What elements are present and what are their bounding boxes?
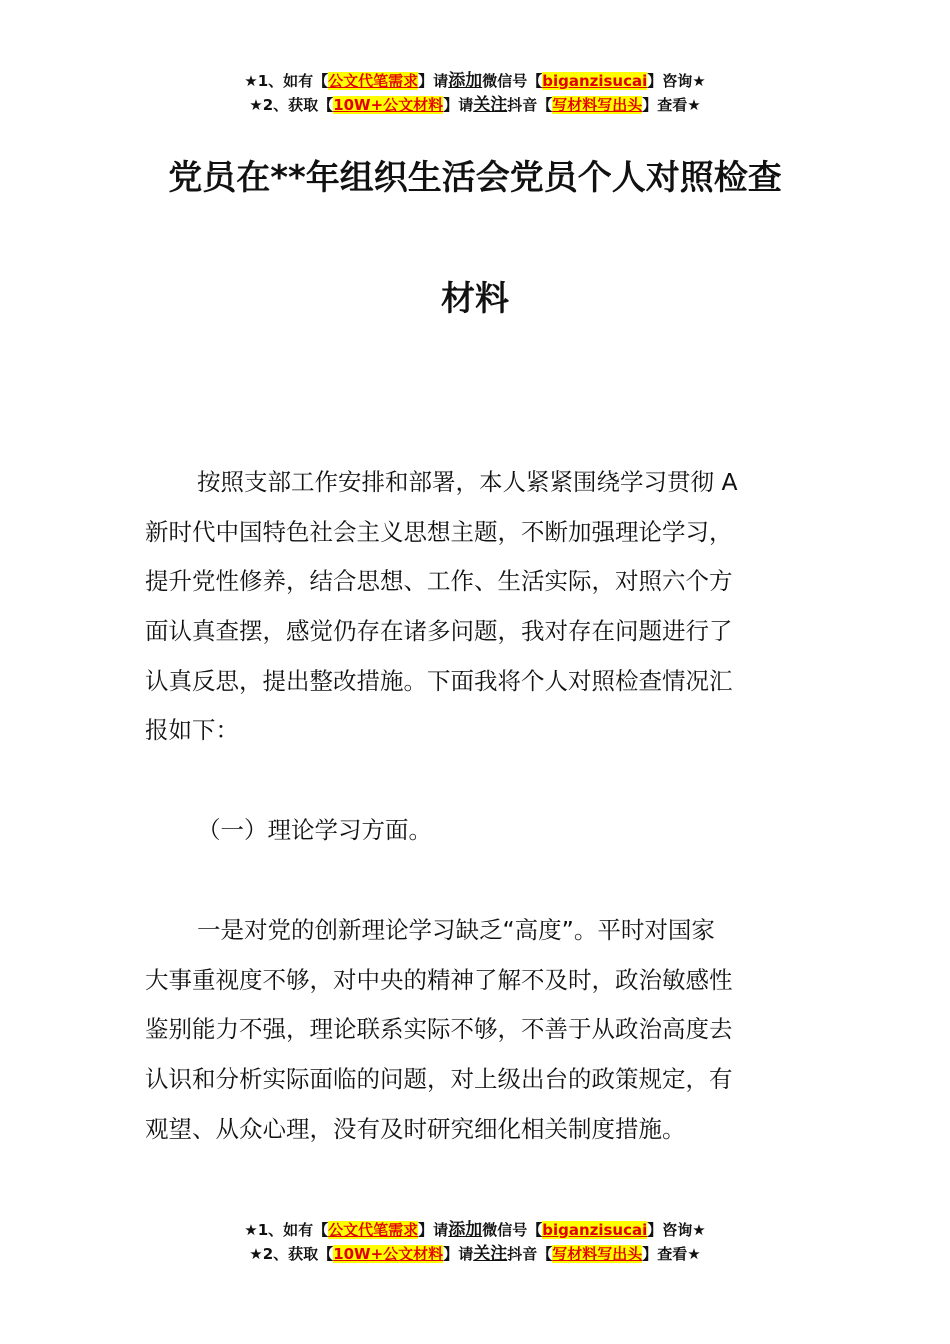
douyin-id: 写材料写出头 <box>552 96 643 114</box>
banner-text: 】查看★ <box>642 96 701 114</box>
text-line: 报如下： <box>145 716 239 745</box>
banner-text: 】咨询★ <box>647 1221 706 1239</box>
wechat-id: biganzisucai <box>542 1221 648 1239</box>
page-title-line-1: 党员在**年组织生活会党员个人对照检查 <box>168 158 782 198</box>
banner-text: 抖音【 <box>507 1245 553 1263</box>
underlined-text: 关注 <box>473 1244 508 1264</box>
paragraph-intro <box>145 458 825 756</box>
banner-text: ★2、获取【 <box>249 96 334 114</box>
text-line: 按照支部工作安排和部署，本人紧紧围绕学习贯彻 A <box>197 468 738 496</box>
banner-text: 抖音【 <box>507 96 553 114</box>
banner-line-1 <box>0 1218 950 1242</box>
banner-text: 】查看★ <box>642 1245 701 1263</box>
highlight-text: 10W+公文材料 <box>333 1245 444 1263</box>
highlight-text: 公文代笔需求 <box>328 1221 419 1239</box>
banner-text: 】咨询★ <box>647 72 706 90</box>
text-line: （一）理论学习方面。 <box>197 816 432 844</box>
banner-text: ★1、如有【 <box>244 1221 329 1239</box>
banner-line-2 <box>0 93 950 117</box>
text-line: 大事重视度不够，对中央的精神了解不及时，政治敏感性 <box>145 965 733 994</box>
banner-text: 微信号【 <box>482 1221 543 1239</box>
banner-text: 】请 <box>418 1221 449 1239</box>
section-heading <box>145 806 825 856</box>
text-line: 提升党性修养，结合思想、工作、生活实际，对照六个方 <box>145 567 733 596</box>
underlined-text: 添加 <box>448 71 483 91</box>
text-line: 认识和分析实际面临的问题，对上级出台的政策规定，有 <box>145 1065 733 1094</box>
banner-text: 】请 <box>443 96 474 114</box>
banner-text: 】请 <box>443 1245 474 1263</box>
douyin-id: 写材料写出头 <box>552 1245 643 1263</box>
page-title-line-2: 材料 <box>441 279 509 319</box>
highlight-text: 10W+公文材料 <box>333 96 444 114</box>
wechat-id: biganzisucai <box>542 72 648 90</box>
header-banner <box>0 69 950 117</box>
underlined-text: 关注 <box>473 95 508 115</box>
banner-text: 微信号【 <box>482 72 543 90</box>
banner-text: ★1、如有【 <box>244 72 329 90</box>
text-line: 认真反思，提出整改措施。下面我将个人对照检查情况汇 <box>145 666 733 695</box>
banner-line-1 <box>0 69 950 93</box>
paragraph-point-1 <box>145 906 825 1154</box>
text-line: 面认真查摆，感觉仍存在诸多问题，我对存在问题进行了 <box>145 617 733 646</box>
banner-line-2 <box>0 1242 950 1266</box>
footer-banner <box>0 1218 950 1266</box>
text-line: 一是对党的创新理论学习缺乏“高度”。平时对国家 <box>197 916 715 944</box>
text-line: 新时代中国特色社会主义思想主题，不断加强理论学习， <box>145 517 733 546</box>
text-line: 鉴别能力不强，理论联系实际不够，不善于从政治高度去 <box>145 1015 733 1044</box>
banner-text: ★2、获取【 <box>249 1245 334 1263</box>
highlight-text: 公文代笔需求 <box>328 72 419 90</box>
text-line: 观望、从众心理，没有及时研究细化相关制度措施。 <box>145 1114 686 1143</box>
banner-text: 】请 <box>418 72 449 90</box>
underlined-text: 添加 <box>448 1220 483 1240</box>
